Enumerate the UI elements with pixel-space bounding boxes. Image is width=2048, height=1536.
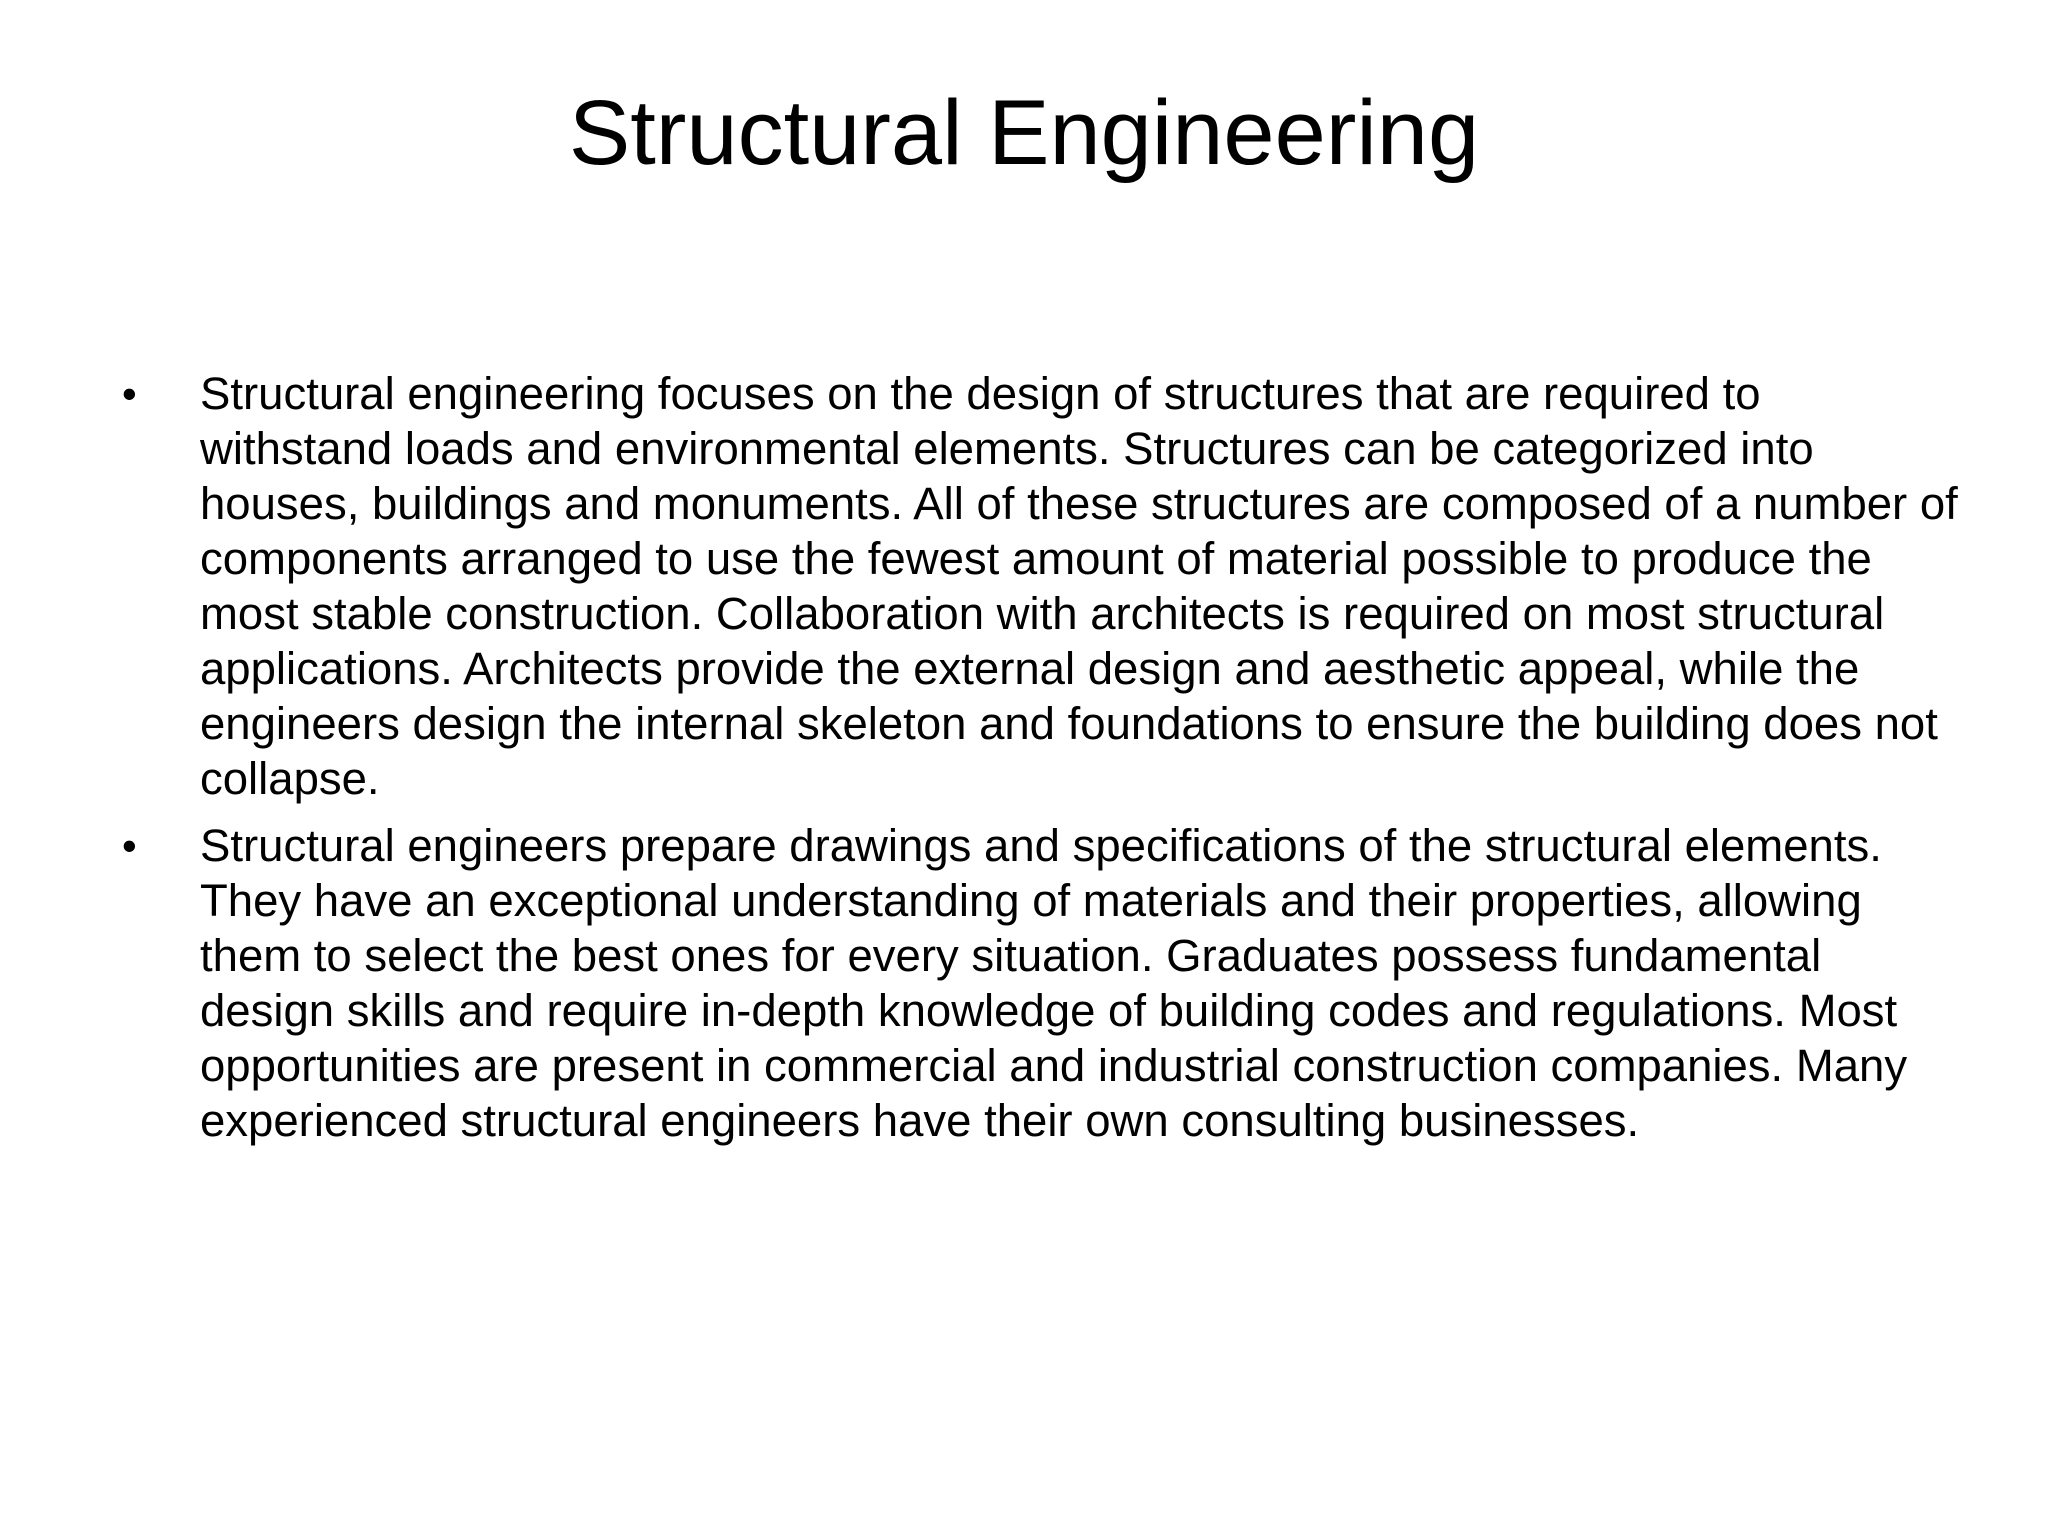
slide-title: Structural Engineering	[568, 82, 1480, 184]
bullet-item-1	[122, 366, 1960, 806]
bullet-marker-icon: •	[122, 370, 137, 417]
bullet-text: Structural engineering focuses on the design of structures that are required to withstand loads and environmental elements. Structures can be categorized into houses, buildings and monuments. All of these structures are composed of a number of components arranged to use the fewest amount of material possible to produce the most stable construction. Collaboration with architects is required on most structural applications. Architects provide the external design and aesthetic appeal, while the engineers design the internal skeleton and foundations to ensure the building does not collapse.	[200, 368, 1958, 804]
bullet-text: Structural engineers prepare drawings and specifications of the structural elements. They have an exceptional understanding of materials and their properties, allowing them to select the best ones for every situation. Graduates possess fundamental design skills and require in-depth knowledge of building codes and regulations. Most opportunities are present in commercial and industrial construction companies. Many experienced structural engineers have their own consulting businesses.	[200, 820, 1908, 1146]
bullet-item-2	[122, 818, 1960, 1148]
bullet-marker-icon: •	[122, 822, 137, 869]
bullet-list	[122, 366, 1960, 1160]
